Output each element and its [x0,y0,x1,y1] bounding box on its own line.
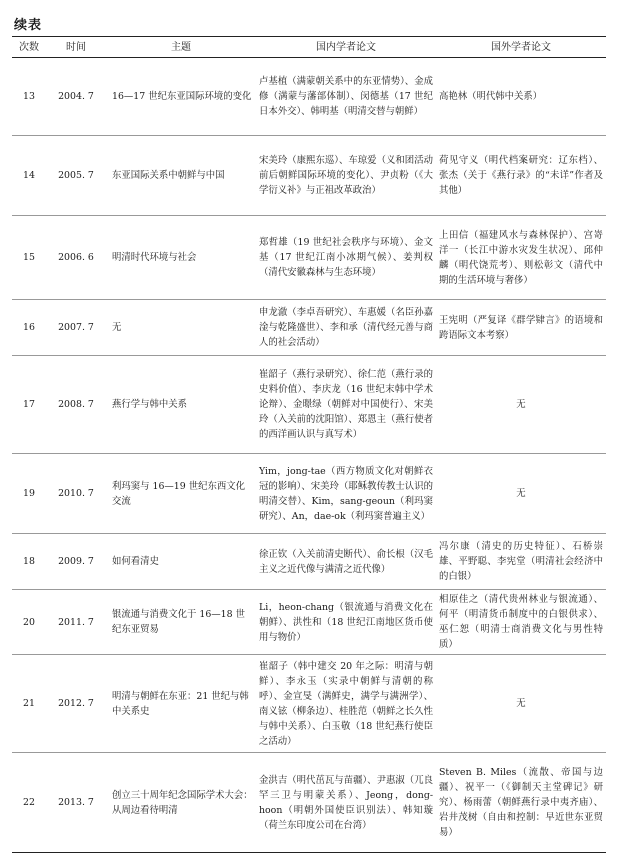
conference-table [12,36,606,853]
cell-topic: 无 [106,300,256,356]
cell-time: 2009. 7 [46,534,106,590]
cell-domestic: Yim，jong-tae（西方物质文化对朝鲜衣冠的影响）、宋美玲（耶稣教传教士认识的明清交替）、Kim，sang-geoun（利玛窦研究）、An，dae-ok（利玛窦普遍主义） [256,454,436,534]
cell-topic: 16—17 世纪东亚国际环境的变化 [106,58,256,136]
cell-topic: 明清与朝鲜在东亚：21 世纪与韩中关系史 [106,655,256,753]
table-row [12,534,606,590]
cell-foreign: 无 [436,356,606,454]
cell-time: 2010. 7 [46,454,106,534]
cell-foreign: 上田信（福建风水与森林保护）、宫嵜洋一（长江中游水灾发生状况）、邱仲麟（明代饶荒考）、则松彰文（清代中期的生活环境与奢侈） [436,216,606,300]
cell-domestic: Li，heon-chang（银流通与消费文化在朝鲜）、洪性和（18 世纪江南地区货币使用与物价） [256,590,436,655]
cell-topic: 创立三十周年纪念国际学术大会：从周边看待明清 [106,753,256,853]
cell-foreign: 高艳林（明代韩中关系） [436,58,606,136]
cell-topic: 东亚国际关系中朝鲜与中国 [106,136,256,216]
table-row [12,590,606,655]
cell-no: 20 [12,590,46,655]
table-body [12,58,606,853]
cell-domestic: 崔韶子（韩中建交 20 年之际：明清与朝鲜）、李永玉（实录中朝鲜与清朝的称呼）、金宣旻（满鲜史，满学与满洲学）、南义铉（柳条边）、桂胜范（朝鲜之长久性与韩中关系）、白玉敬（18 世纪燕行使臣之活动） [256,655,436,753]
cell-time: 2005. 7 [46,136,106,216]
cell-time: 2012. 7 [46,655,106,753]
cell-domestic: 金洪吉（明代茁瓦与苗疆）、尹惠淑（兀良罕三卫与明蒙关系）、Jeong，dong-hoon（明朝外国使臣识别法）、韩知璇（荷兰东印度公司在台湾） [256,753,436,853]
table-row [12,136,606,216]
header-time: 时间 [46,37,106,58]
cell-time: 2011. 7 [46,590,106,655]
cell-no: 15 [12,216,46,300]
table-row [12,655,606,753]
header-no: 次数 [12,37,46,58]
table-row [12,753,606,853]
table-row [12,216,606,300]
cell-no: 18 [12,534,46,590]
cell-no: 14 [12,136,46,216]
cell-domestic: 宋美玲（康熙东巡）、车琼爱（义和团活动前后朝鲜国际环境的变化）、尹贞粉（《大学衍义补》与正祖改革政治） [256,136,436,216]
table-row [12,58,606,136]
cell-topic: 明清时代环境与社会 [106,216,256,300]
cell-time: 2006. 6 [46,216,106,300]
cell-no: 22 [12,753,46,853]
table-row [12,300,606,356]
cell-time: 2013. 7 [46,753,106,853]
cell-foreign: 相原佳之（清代贵州林业与银流通）、何平（明清货币制度中的白银供求）、巫仁恕（明清士商消费文化与男性特质） [436,590,606,655]
cell-no: 16 [12,300,46,356]
cell-domestic: 徐正钦（入关前清史断代）、俞长根（汉毛主义之近代像与满清之近代像） [256,534,436,590]
cell-no: 17 [12,356,46,454]
table-header [12,37,606,58]
cell-time: 2008. 7 [46,356,106,454]
cell-no: 13 [12,58,46,136]
header-topic: 主题 [106,37,256,58]
cell-domestic: 崔韶子（燕行录研究）、徐仁范（燕行录的史料价值）、李庆龙（16 世纪末韩中学术论辩）、金暻绿（朝鲜对中国使行）、宋美玲（入关前的沈阳馆）、郑恩主（燕行使者的西洋画认识与真写术） [256,356,436,454]
cell-time: 2007. 7 [46,300,106,356]
cell-topic: 利玛窦与 16—19 世纪东西文化交流 [106,454,256,534]
cell-domestic: 卢基植（满蒙朝关系中的东亚情势）、金成修（满蒙与藩部体制）、闵德基（17 世纪日本外交）、韩明基（明清交替与朝鲜） [256,58,436,136]
table-caption: 续表 [14,18,43,33]
cell-foreign: 无 [436,655,606,753]
cell-time: 2004. 7 [46,58,106,136]
cell-topic: 燕行学与韩中关系 [106,356,256,454]
cell-topic: 如何看清史 [106,534,256,590]
header-foreign: 国外学者论文 [436,37,606,58]
header-row [12,37,606,58]
cell-foreign: 冯尔康（清史的历史特征）、石桥崇雄、平野聪、李宪堂（明清社会经济中的白银） [436,534,606,590]
cell-domestic: 郑哲雄（19 世纪社会秩序与环境）、金文基（17 世纪江南小冰期气候）、姜判权（清代安徽森林与生态环境） [256,216,436,300]
cell-foreign: 王宪明（严复译《群学肄言》的语境和跨语际文本考察） [436,300,606,356]
cell-domestic: 申龙澈（李卓吾研究）、车惠媛（名臣孙嘉淦与乾隆盛世）、李和承（清代经元善与商人的社会活动） [256,300,436,356]
table-row [12,356,606,454]
header-domestic: 国内学者论文 [256,37,436,58]
cell-foreign: 荷见守义（明代档案研究：辽东档）、张杰（关于《燕行录》的“未详”作者及其他） [436,136,606,216]
table-row [12,454,606,534]
cell-no: 21 [12,655,46,753]
cell-topic: 银流通与消费文化于 16—18 世纪东亚贸易 [106,590,256,655]
cell-no: 19 [12,454,46,534]
cell-foreign: 无 [436,454,606,534]
cell-foreign: Steven B. Miles（流散、帝国与边疆）、祝平一（《御制天主堂碑记》研究）、杨雨蕾（朝鲜燕行录中夷齐庙）、岩井茂树（自由和控制：早近世东亚贸易） [436,753,606,853]
